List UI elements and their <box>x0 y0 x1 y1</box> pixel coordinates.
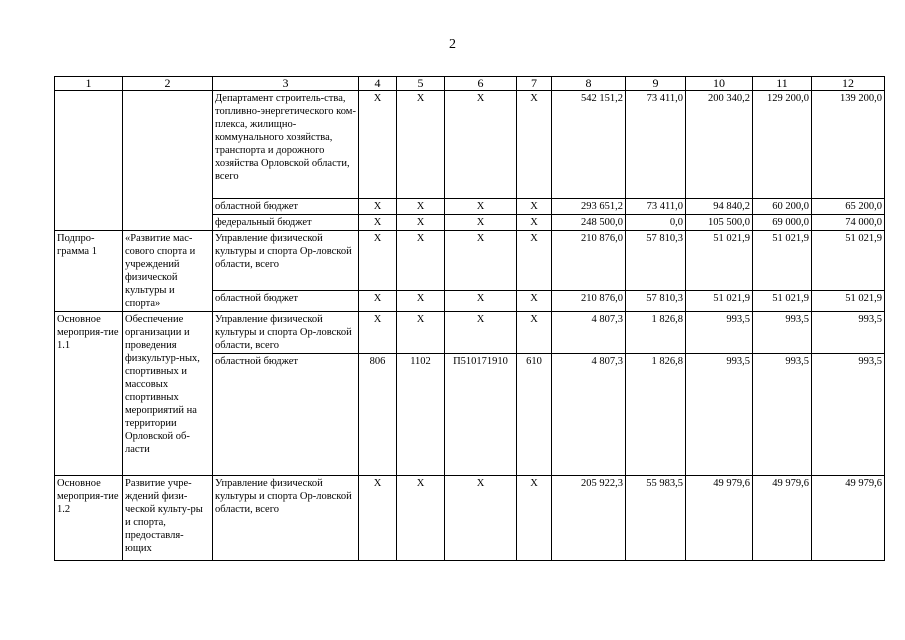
executor-cell: Управление физической культуры и спорта Ор-ловской области, всего <box>213 231 359 291</box>
code-cell: X <box>359 312 397 354</box>
header-row <box>55 77 885 91</box>
header-cell: 1 <box>55 77 123 91</box>
amount-cell: 51 021,9 <box>686 231 753 291</box>
amount-cell: 129 200,0 <box>753 91 812 199</box>
amount-cell: 49 979,6 <box>753 476 812 561</box>
amount-cell: 293 651,2 <box>552 199 626 215</box>
amount-cell: 200 340,2 <box>686 91 753 199</box>
amount-cell: 60 200,0 <box>753 199 812 215</box>
code-cell: X <box>397 231 445 291</box>
code-cell: X <box>397 91 445 199</box>
amount-cell: 1 826,8 <box>626 354 686 476</box>
amount-cell: 65 200,0 <box>812 199 885 215</box>
program-name-cell: Обеспечение организации и проведения физкультур-ных, спортивных и массовых спортивных мероприятий на территории Орловской об-ласти <box>123 312 213 476</box>
amount-cell: 51 021,9 <box>812 231 885 291</box>
code-cell: X <box>397 291 445 312</box>
amount-cell: 55 983,5 <box>626 476 686 561</box>
program-cell: Подпро-грамма 1 <box>55 231 123 312</box>
code-cell: X <box>445 476 517 561</box>
amount-cell: 210 876,0 <box>552 291 626 312</box>
code-cell: 610 <box>517 354 552 476</box>
code-cell: 1102 <box>397 354 445 476</box>
executor-cell: Департамент строитель-ства, топливно-энергетического ком-плекса, жилищно-коммунального хозяйства, транспорта и дорожного хозяйства Орловской области, всего <box>213 91 359 199</box>
code-cell: X <box>397 215 445 231</box>
code-cell: X <box>359 215 397 231</box>
amount-cell: 51 021,9 <box>753 291 812 312</box>
amount-cell: 210 876,0 <box>552 231 626 291</box>
code-cell: X <box>359 199 397 215</box>
code-cell: X <box>445 215 517 231</box>
amount-cell: 0,0 <box>626 215 686 231</box>
amount-cell: 139 200,0 <box>812 91 885 199</box>
program-cell: Основное мероприя-тие 1.1 <box>55 312 123 476</box>
amount-cell: 4 807,3 <box>552 354 626 476</box>
code-cell: X <box>517 291 552 312</box>
amount-cell: 57 810,3 <box>626 231 686 291</box>
header-cell: 8 <box>552 77 626 91</box>
code-cell: X <box>517 231 552 291</box>
code-cell: X <box>517 91 552 199</box>
amount-cell: 993,5 <box>812 354 885 476</box>
code-cell: X <box>359 231 397 291</box>
code-cell: X <box>397 312 445 354</box>
amount-cell: 205 922,3 <box>552 476 626 561</box>
code-cell: X <box>517 199 552 215</box>
amount-cell: 51 021,9 <box>753 231 812 291</box>
code-cell: X <box>517 312 552 354</box>
amount-cell: 993,5 <box>812 312 885 354</box>
code-cell: X <box>359 91 397 199</box>
page-number: 2 <box>449 37 456 52</box>
code-cell: X <box>445 312 517 354</box>
program-name-cell: «Развитие мас-сового спорта и учреждений физической культуры и спорта» <box>123 231 213 312</box>
code-cell: X <box>445 231 517 291</box>
header-cell: 6 <box>445 77 517 91</box>
amount-cell: 69 000,0 <box>753 215 812 231</box>
amount-cell: 51 021,9 <box>686 291 753 312</box>
executor-cell: Управление физической культуры и спорта Ор-ловской области, всего <box>213 476 359 561</box>
program-name-cell <box>123 91 213 231</box>
program-cell <box>55 91 123 231</box>
amount-cell: 993,5 <box>686 354 753 476</box>
code-cell: X <box>359 291 397 312</box>
code-cell: X <box>517 215 552 231</box>
executor-cell: федеральный бюджет <box>213 215 359 231</box>
code-cell: X <box>397 199 445 215</box>
table-row <box>55 312 885 354</box>
amount-cell: 49 979,6 <box>686 476 753 561</box>
amount-cell: 49 979,6 <box>812 476 885 561</box>
amount-cell: 57 810,3 <box>626 291 686 312</box>
executor-cell: областной бюджет <box>213 291 359 312</box>
header-cell: 5 <box>397 77 445 91</box>
amount-cell: 73 411,0 <box>626 199 686 215</box>
code-cell: X <box>445 199 517 215</box>
amount-cell: 993,5 <box>753 312 812 354</box>
header-cell: 12 <box>812 77 885 91</box>
amount-cell: 993,5 <box>686 312 753 354</box>
header-cell: 7 <box>517 77 552 91</box>
header-cell: 3 <box>213 77 359 91</box>
table-row <box>55 231 885 291</box>
table-row <box>55 476 885 561</box>
code-cell: 806 <box>359 354 397 476</box>
amount-cell: 993,5 <box>753 354 812 476</box>
amount-cell: 74 000,0 <box>812 215 885 231</box>
code-cell: X <box>359 476 397 561</box>
code-cell: П510171910 <box>445 354 517 476</box>
program-cell: Основное мероприя-тие 1.2 <box>55 476 123 561</box>
amount-cell: 94 840,2 <box>686 199 753 215</box>
header-cell: 4 <box>359 77 397 91</box>
executor-cell: областной бюджет <box>213 199 359 215</box>
code-cell: X <box>397 476 445 561</box>
amount-cell: 73 411,0 <box>626 91 686 199</box>
code-cell: X <box>445 91 517 199</box>
amount-cell: 105 500,0 <box>686 215 753 231</box>
header-cell: 10 <box>686 77 753 91</box>
executor-cell: Управление физической культуры и спорта Ор-ловской области, всего <box>213 312 359 354</box>
header-cell: 9 <box>626 77 686 91</box>
amount-cell: 1 826,8 <box>626 312 686 354</box>
code-cell: X <box>517 476 552 561</box>
table-row <box>55 91 885 199</box>
amount-cell: 51 021,9 <box>812 291 885 312</box>
amount-cell: 4 807,3 <box>552 312 626 354</box>
amount-cell: 542 151,2 <box>552 91 626 199</box>
executor-cell: областной бюджет <box>213 354 359 476</box>
program-name-cell: Развитие учре-ждений физи-ческой культу-ры и спорта, предоставля-ющих <box>123 476 213 561</box>
code-cell: X <box>445 291 517 312</box>
budget-table <box>54 76 885 561</box>
amount-cell: 248 500,0 <box>552 215 626 231</box>
header-cell: 11 <box>753 77 812 91</box>
header-cell: 2 <box>123 77 213 91</box>
